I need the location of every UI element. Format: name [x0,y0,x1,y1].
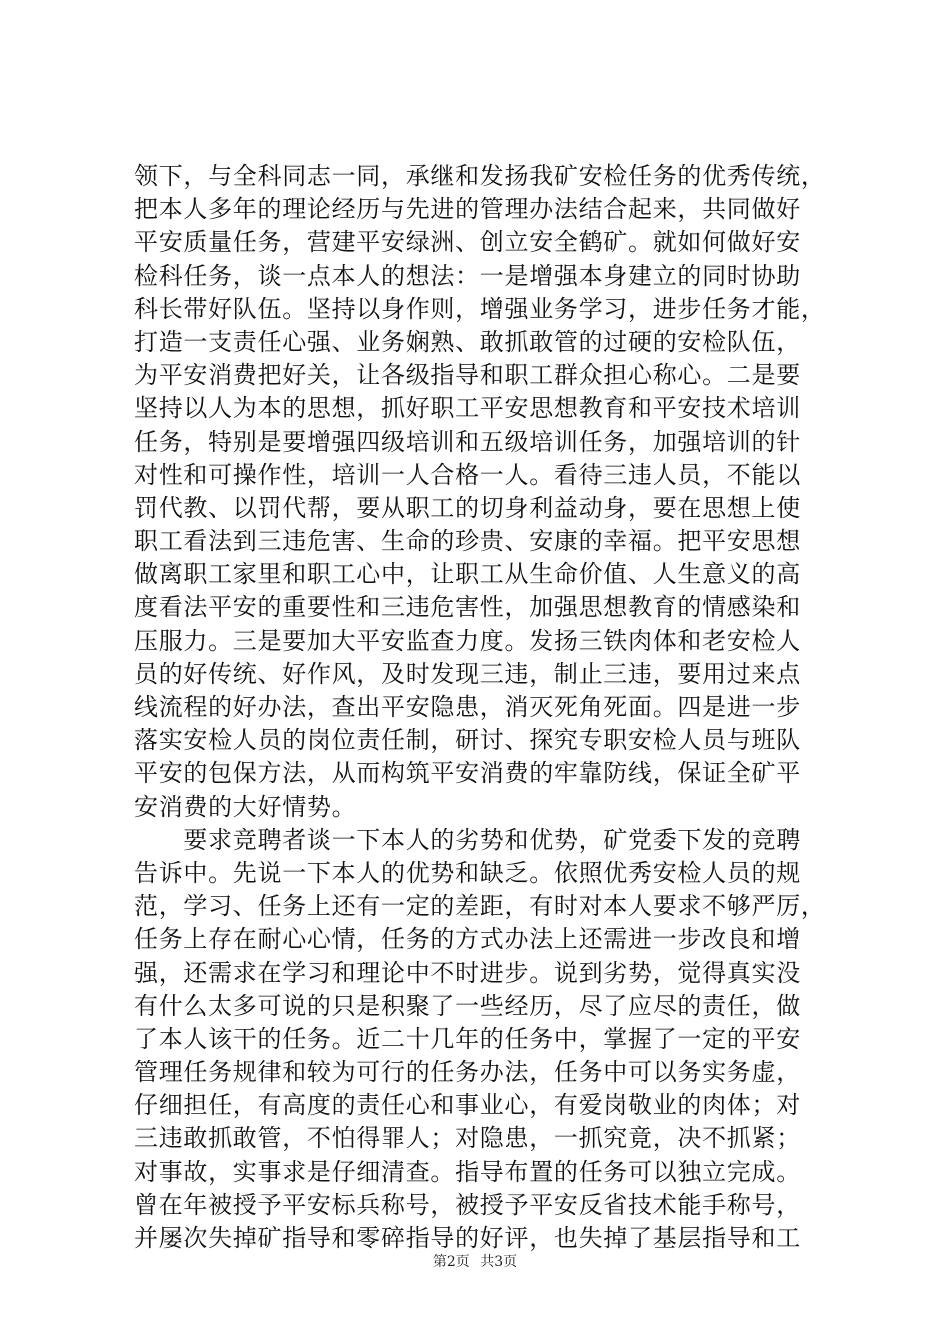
text-line: 为平安消费把好关，让各级指导和职工群众担心称心。二是要 [134,361,801,390]
text-line: 度看法平安的重要性和三违危害性，加强思想教育的情感染和 [134,593,801,622]
page-total: 共3页 [480,1254,518,1270]
text-line: 曾在年被授予平安标兵称号，被授予平安反省技术能手称号， [134,1190,801,1219]
text-line: 压服力。三是要加大平安监查力度。发扬三铁肉体和老安检人 [134,626,801,655]
text-line: 安消费的大好情势。 [134,792,357,821]
text-line: 领下，与全科同志一同，承继和发扬我矿安检任务的优秀传统， [134,162,826,190]
text-line: 任务，特别是要增强四级培训和五级培训任务，加强培训的针 [134,427,801,456]
text-line: 管理任务规律和较为可行的任务办法，任务中可以务实务虚， [134,1058,801,1087]
body-text [134,160,834,1255]
text-line: 强，还需求在学习和理论中不时进步。说到劣势，觉得真实没 [134,958,801,987]
page-number: 第2页 [432,1254,470,1270]
text-line: 检科任务，谈一点本人的想法：一是增强本身建立的同时协助 [134,261,801,290]
text-line: 仔细担任，有高度的责任心和事业心，有爱岗敬业的肉体；对 [134,1091,801,1120]
text-line: 范，学习、任务上还有一定的差距，有时对本人要求不够严厉， [134,892,826,921]
text-line: 并屡次失掉矿指导和零碎指导的好评，也失掉了基层指导和工 [134,1224,801,1252]
text-line: 平安质量任务，营建平安绿洲、创立安全鹤矿。就如何做好安 [134,228,801,257]
text-line: 要求竞聘者谈一下本人的劣势和优势，矿党委下发的竞聘 [134,825,801,854]
text-line: 任务上存在耐心心情，任务的方式办法上还需进一步改良和增 [134,925,801,954]
text-line: 三违敢抓敢管，不怕得罪人；对隐患，一抓究竟，决不抓紧； [134,1124,801,1153]
text-line: 对性和可操作性，培训一人合格一人。看待三违人员，不能以 [134,460,801,489]
text-line: 对事故，实事求是仔细清查。指导布置的任务可以独立完成。 [134,1157,801,1186]
text-line: 落实安检人员的岗位责任制，研讨、探究专职安检人员与班队 [134,726,801,755]
text-line: 坚持以人为本的思想，抓好职工平安思想教育和平安技术培训 [134,394,801,423]
text-line: 告诉中。先说一下本人的优势和缺乏。依照优秀安检人员的规 [134,858,801,887]
text-line: 员的好传统、好作风，及时发现三违，制止三违，要用过来点 [134,659,801,688]
text-line: 把本人多年的理论经历与先进的管理办法结合起来，共同做好 [134,195,801,224]
page-footer [0,1252,950,1272]
text-line: 打造一支责任心强、业务娴熟、敢抓敢管的过硬的安检队伍， [134,327,801,356]
text-line: 科长带好队伍。坚持以身作则，增强业务学习，进步任务才能， [134,294,826,323]
text-line: 有什么太多可说的只是积聚了一些经历，尽了应尽的责任，做 [134,991,801,1020]
text-line: 线流程的好办法，查出平安隐患，消灭死角死面。四是进一步 [134,693,801,721]
text-line: 了本人该干的任务。近二十几年的任务中，掌握了一定的平安 [134,1024,801,1053]
text-line: 职工看法到三违危害、生命的珍贵、安康的幸福。把平安思想 [134,527,801,556]
text-line: 做离职工家里和职工心中，让职工从生命价值、人生意义的高 [134,560,801,589]
text-line: 罚代教、以罚代帮，要从职工的切身利益动身，要在思想上使 [134,493,801,522]
text-line: 平安的包保方法，从而构筑平安消费的牢靠防线，保证全矿平 [134,759,801,788]
